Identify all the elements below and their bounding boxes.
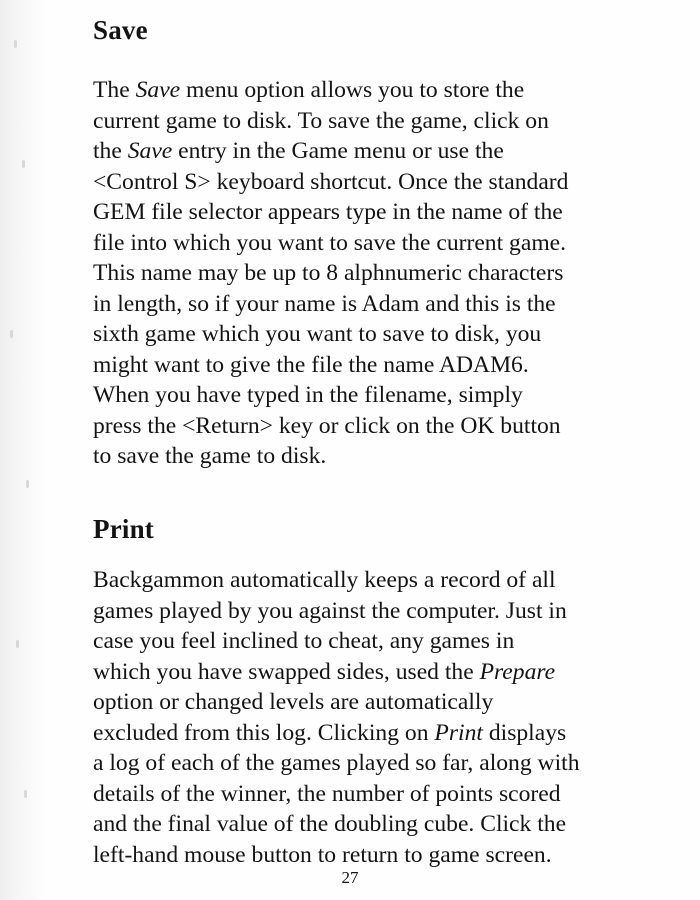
text-line [93,779,668,810]
text-line [93,75,668,106]
text-line [93,596,668,627]
text-line [93,809,668,840]
scan-speck [16,640,19,648]
text-run: case you feel inclined to cheat, any games in [93,628,515,654]
page-scan-edge [0,0,46,900]
text-run: games played by you against the computer. Just in [93,597,567,624]
scan-speck [26,480,29,488]
text-run: and the final value of the doubling cube. Click the [93,811,567,837]
text-run: <Control S> keyboard shortcut. Once the standard [93,168,569,195]
text-line [93,167,668,198]
text-line [93,197,668,228]
scan-speck [10,330,13,338]
text-run: displays [482,719,567,746]
scan-speck [14,40,17,48]
text-run: details of the winner, the number of points scored [93,780,561,807]
text-run: press the <Return> key or click on the OK button [93,412,561,439]
text-run: Backgammon automatically keeps a record of all [93,567,556,593]
text-run: entry in the Game menu or use the [172,138,504,164]
text-run: This name may be up to 8 alphnumeric characters [93,260,564,286]
text-line [93,626,668,657]
text-run: option or changed levels are automatically [93,689,494,715]
text-line [93,411,668,442]
text-line [93,441,668,472]
text-run: current game to disk. To save the game, click on [93,107,549,134]
text-line [93,718,668,749]
text-line [93,840,668,871]
text-run: excluded from this log. Clicking on [93,719,435,746]
emphasized-term: Save [135,77,181,103]
text-run: the [93,138,128,164]
section-print [93,513,668,870]
text-line [93,136,668,167]
text-run: in length, so if your name is Adam and this is the [93,290,556,317]
emphasized-term: Save [127,138,173,164]
section-heading-print: Print [93,514,154,544]
text-line [93,380,668,411]
text-line [93,258,668,289]
scan-speck [24,790,27,798]
text-run: menu option allows you to store the [180,77,525,103]
text-line [93,687,668,718]
text-line [93,228,668,259]
text-line [93,565,668,596]
text-line [93,319,668,350]
section-heading-save: Save [93,15,148,45]
section-save [93,14,668,472]
page-number: 27 [341,868,359,887]
text-run: When you have typed in the filename, simply [93,382,523,408]
text-run: to save the game to disk. [93,443,327,469]
emphasized-term: Print [434,719,483,746]
text-run: a log of each of the games played so far, along with [93,750,580,776]
text-run: might want to give the file the name ADAM6. [93,351,529,378]
text-run: The [93,77,136,103]
text-run: which you have swapped sides, used the [93,658,480,685]
text-line [93,748,668,779]
text-line [93,350,668,381]
emphasized-term: Prepare [479,658,556,685]
text-run: GEM file selector appears type in the name of the [93,199,563,225]
text-line [93,289,668,320]
text-run: file into which you want to save the current game. [93,229,567,256]
scan-speck [22,160,25,168]
section-body-save [93,75,668,472]
text-line [93,657,668,688]
text-run: sixth game which you want to save to disk, you [93,321,542,347]
text-run: left-hand mouse button to return to game screen. [93,841,552,868]
section-body-print [93,565,668,870]
text-line [93,106,668,137]
